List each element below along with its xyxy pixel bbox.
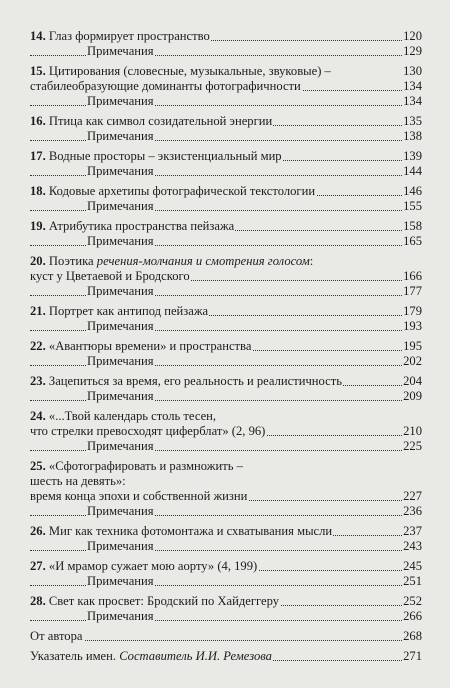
page-number: 139 xyxy=(403,149,422,163)
chapter-title-colon: : xyxy=(309,254,314,268)
chapter-number: 24. xyxy=(30,409,46,423)
notes-line xyxy=(30,439,422,454)
notes-label: Примечания xyxy=(87,439,154,453)
notes-label: Примечания xyxy=(87,539,154,553)
toc-line xyxy=(30,649,422,664)
chapter-title: Глаз формирует пространство xyxy=(48,29,210,43)
toc-entry xyxy=(30,304,422,334)
toc-line xyxy=(30,559,422,574)
chapter-title: «...Твой календарь столь тесен, xyxy=(48,409,217,423)
notes-label: Примечания xyxy=(87,199,154,213)
toc-line xyxy=(30,629,422,644)
chapter-title: Цитирования (словесные, музыкальные, звуковые) – xyxy=(48,64,331,78)
notes-line xyxy=(30,539,422,554)
chapter-number: 26. xyxy=(30,524,46,538)
toc-entry xyxy=(30,254,422,299)
toc-line xyxy=(30,374,422,389)
toc-line xyxy=(30,219,422,234)
chapter-title: Поэтика xyxy=(48,254,94,268)
toc-line-cont xyxy=(30,269,422,284)
notes-label: Примечания xyxy=(87,129,154,143)
chapter-title: Миг как техника фотомонтажа и схватывания мысли xyxy=(48,524,333,538)
chapter-number: 18. xyxy=(30,184,46,198)
notes-line xyxy=(30,389,422,404)
notes-page: 236 xyxy=(403,504,422,518)
toc-line xyxy=(30,149,422,164)
notes-label: Примечания xyxy=(87,609,154,623)
notes-label: Примечания xyxy=(87,574,154,588)
notes-page: 251 xyxy=(403,574,422,588)
toc-line xyxy=(30,339,422,354)
chapter-number: 15. xyxy=(30,64,46,78)
chapter-title: Зацепиться за время, его реальность и реалистичность xyxy=(48,374,342,388)
page-number: 158 xyxy=(403,219,422,233)
page-number: 204 xyxy=(403,374,422,388)
notes-line xyxy=(30,609,422,624)
notes-page: 155 xyxy=(403,199,422,213)
notes-label: Примечания xyxy=(87,319,154,333)
chapter-number: 21. xyxy=(30,304,46,318)
toc-entry xyxy=(30,184,422,214)
page-number: 134 xyxy=(403,79,422,93)
toc-line xyxy=(30,114,422,129)
chapter-number: 27. xyxy=(30,559,46,573)
notes-page: 144 xyxy=(403,164,422,178)
notes-label: Примечания xyxy=(87,44,154,58)
toc-line xyxy=(30,459,422,474)
notes-line xyxy=(30,164,422,179)
notes-line xyxy=(30,354,422,369)
notes-page: 134 xyxy=(403,94,422,108)
notes-page: 177 xyxy=(403,284,422,298)
page-number: 271 xyxy=(403,649,422,663)
chapter-title: Птица как символ созидательной энергии xyxy=(48,114,273,128)
notes-page: 225 xyxy=(403,439,422,453)
notes-line xyxy=(30,504,422,519)
chapter-number: 17. xyxy=(30,149,46,163)
toc-entry xyxy=(30,149,422,179)
chapter-title-italic: речения-молчания и смотрения голосом xyxy=(96,254,310,268)
chapter-title-cont: что стрелки превосходят циферблат» (2, 96) xyxy=(30,424,266,438)
chapter-number: 25. xyxy=(30,459,46,473)
toc-line-cont xyxy=(30,474,422,489)
toc-entry xyxy=(30,559,422,589)
toc-line xyxy=(30,409,422,424)
chapter-title: «Авантюры времени» и пространства xyxy=(48,339,252,353)
chapter-number: 16. xyxy=(30,114,46,128)
notes-page: 266 xyxy=(403,609,422,623)
toc-line-cont xyxy=(30,424,422,439)
toc-entry xyxy=(30,524,422,554)
chapter-title-cont: стабилеобразующие доминанты фотографичности xyxy=(30,79,301,93)
page-number: 179 xyxy=(403,304,422,318)
notes-page: 138 xyxy=(403,129,422,143)
toc-entry xyxy=(30,374,422,404)
chapter-number: 19. xyxy=(30,219,46,233)
chapter-title: «И мрамор сужает мою аорту» (4, 199) xyxy=(48,559,258,573)
chapter-title-cont: шесть на девять»: xyxy=(30,474,126,488)
toc-entry xyxy=(30,649,422,664)
toc-entry xyxy=(30,459,422,519)
notes-line xyxy=(30,234,422,249)
page-number: 195 xyxy=(403,339,422,353)
toc-entry xyxy=(30,29,422,59)
chapter-title-cont: время конца эпохи и собственной жизни xyxy=(30,489,248,503)
notes-page: 165 xyxy=(403,234,422,248)
notes-line xyxy=(30,94,422,109)
page-number: 166 xyxy=(403,269,422,283)
toc-line xyxy=(30,64,422,79)
notes-label: Примечания xyxy=(87,234,154,248)
toc-line xyxy=(30,304,422,319)
toc-entry xyxy=(30,219,422,249)
table-of-contents xyxy=(30,29,422,669)
page-number: 237 xyxy=(403,524,422,538)
notes-label: Примечания xyxy=(87,354,154,368)
chapter-title: Свет как просвет: Бродский по Хайдеггеру xyxy=(48,594,280,608)
toc-line-cont xyxy=(30,489,422,504)
toc-entry xyxy=(30,339,422,369)
notes-page: 209 xyxy=(403,389,422,403)
page-number: 130 xyxy=(403,64,422,78)
index-title: Указатель имен. xyxy=(30,649,117,663)
toc-entry xyxy=(30,409,422,454)
notes-line xyxy=(30,284,422,299)
chapter-title: «Сфотографировать и размножить – xyxy=(48,459,243,473)
notes-page: 243 xyxy=(403,539,422,553)
page-number: 227 xyxy=(403,489,422,503)
notes-line xyxy=(30,199,422,214)
toc-entry xyxy=(30,594,422,624)
chapter-title: Портрет как антипод пейзажа xyxy=(48,304,209,318)
chapter-title-cont: куст у Цветаевой и Бродского xyxy=(30,269,190,283)
index-compiler: Составитель И.И. Ремезова xyxy=(119,649,272,663)
notes-page: 129 xyxy=(403,44,422,58)
page-number: 135 xyxy=(403,114,422,128)
page-number: 245 xyxy=(403,559,422,573)
notes-line xyxy=(30,129,422,144)
toc-line xyxy=(30,29,422,44)
toc-line-cont xyxy=(30,79,422,94)
page-number: 120 xyxy=(403,29,422,43)
chapter-title: Водные просторы – экзистенциальный мир xyxy=(48,149,282,163)
chapter-title: Кодовые архетипы фотографической текстологии xyxy=(48,184,316,198)
chapter-number: 22. xyxy=(30,339,46,353)
toc-line xyxy=(30,594,422,609)
notes-line xyxy=(30,44,422,59)
toc-entry xyxy=(30,629,422,644)
chapter-number: 28. xyxy=(30,594,46,608)
notes-line xyxy=(30,319,422,334)
chapter-number: 20. xyxy=(30,254,46,268)
page-number: 268 xyxy=(403,629,422,643)
toc-line xyxy=(30,524,422,539)
notes-label: Примечания xyxy=(87,94,154,108)
notes-label: Примечания xyxy=(87,284,154,298)
toc-entry xyxy=(30,64,422,109)
notes-page: 202 xyxy=(403,354,422,368)
notes-label: Примечания xyxy=(87,164,154,178)
page-number: 146 xyxy=(403,184,422,198)
chapter-number: 23. xyxy=(30,374,46,388)
notes-label: Примечания xyxy=(87,504,154,518)
notes-line xyxy=(30,574,422,589)
author-afterword: От автора xyxy=(30,629,83,643)
notes-page: 193 xyxy=(403,319,422,333)
toc-line xyxy=(30,254,422,269)
toc-line xyxy=(30,184,422,199)
chapter-title: Атрибутика пространства пейзажа xyxy=(48,219,235,233)
notes-label: Примечания xyxy=(87,389,154,403)
chapter-number: 14. xyxy=(30,29,46,43)
page-number: 210 xyxy=(403,424,422,438)
toc-entry xyxy=(30,114,422,144)
page-number: 252 xyxy=(403,594,422,608)
